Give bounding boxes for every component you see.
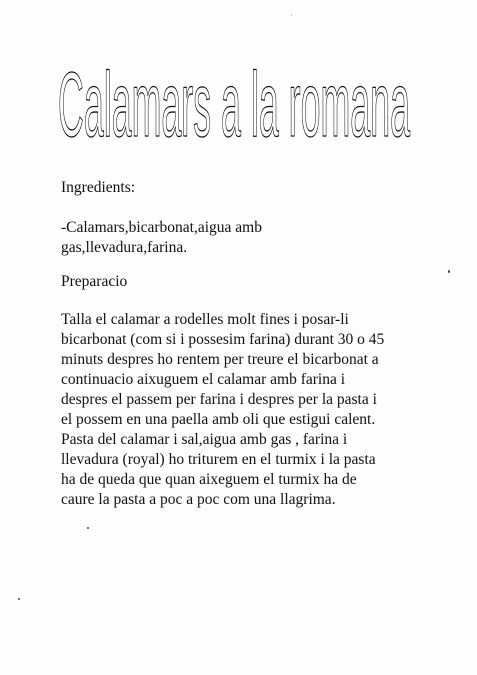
preparacio-line: el possem en una paella amb oli que estigui calent. <box>61 411 376 428</box>
preparacio-line: llevadura (royal) ho triturem en el turmix i la pasta <box>61 451 376 468</box>
preparacio-line: Talla el calamar a rodelles molt fines i posar-li <box>61 311 349 328</box>
ingredients-line: gas,llevadura,farina. <box>61 239 188 256</box>
scan-speck <box>87 527 89 529</box>
preparacio-line: continuacio aixuguem el calamar amb farina i <box>61 371 346 388</box>
preparacio-line: Pasta del calamar i sal,aigua amb gas , farina i <box>61 431 348 448</box>
scan-speck <box>18 598 20 600</box>
ingredients-list <box>61 218 262 258</box>
preparacio-line: minuts despres ho rentem per treure el bicarbonat a <box>61 351 379 368</box>
preparacio-line: caure la pasta a poc a poc com una llagrima. <box>61 491 336 508</box>
scan-speck <box>448 270 450 273</box>
preparacio-heading: Preparacio <box>61 273 128 290</box>
page-title-text: Calamars a la romana <box>58 58 411 148</box>
preparacio-body <box>61 310 384 510</box>
scan-speck <box>291 14 292 16</box>
page-title <box>56 58 416 148</box>
preparacio-line: bicarbonat (com si i possesim farina) durant 30 o 45 <box>61 331 385 348</box>
preparacio-line: ha de queda que quan aixeguem el turmix ha de <box>61 471 357 488</box>
ingredients-heading: Ingredients: <box>61 179 136 196</box>
preparacio-line: despres el passem per farina i despres per la pasta i <box>61 391 377 408</box>
ingredients-line: -Calamars,bicarbonat,aigua amb <box>61 219 262 236</box>
